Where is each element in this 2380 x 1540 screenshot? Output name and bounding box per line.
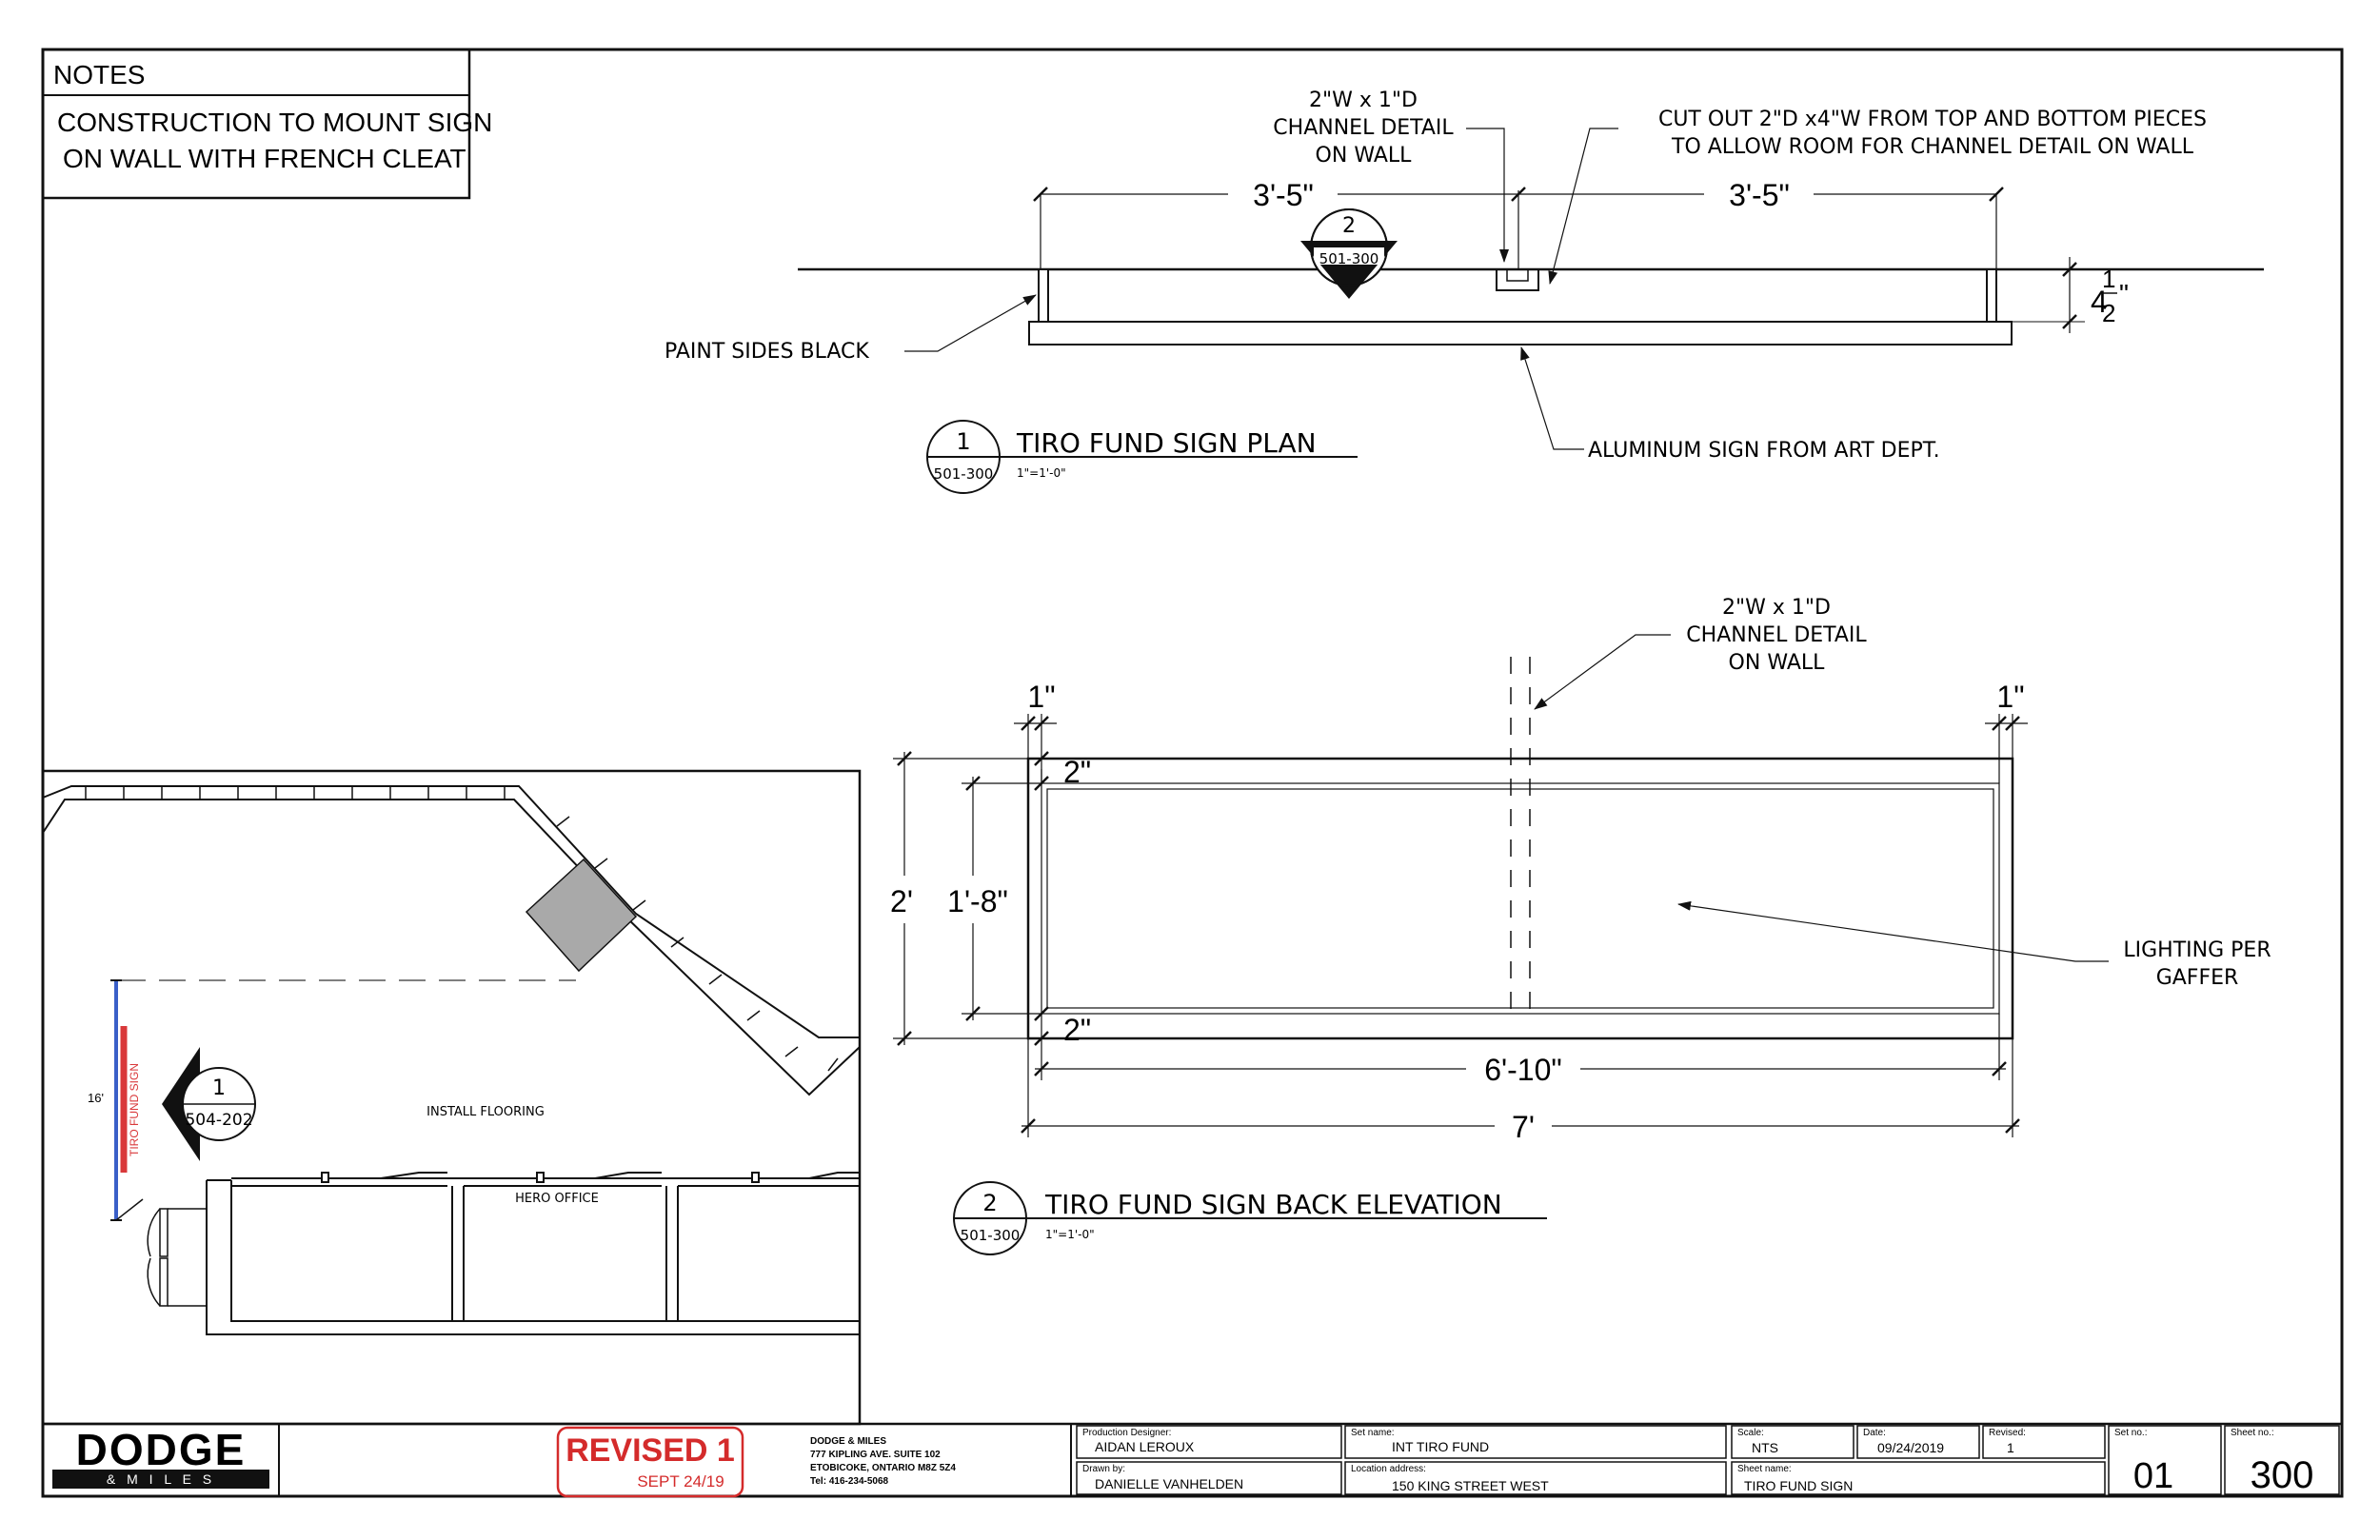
install-flooring-label: INSTALL FLOORING <box>426 1105 545 1119</box>
channel-cutout <box>1497 269 1538 290</box>
company-addr1: 777 KIPLING AVE. SUITE 102 <box>810 1450 941 1460</box>
lighting-l2: GAFFER <box>2155 966 2239 990</box>
revised-stamp-date: SEPT 24/19 <box>637 1472 724 1491</box>
grey-column <box>526 859 636 971</box>
dim-depth-den: 2 <box>2102 299 2116 327</box>
dim-depth-num: 1 <box>2102 265 2116 293</box>
plan-channel-l3: ON WALL <box>1315 144 1412 168</box>
date-label: Date: <box>1863 1428 1886 1438</box>
left-side-piece <box>1039 269 1048 322</box>
elev-channel-l2: CHANNEL DETAIL <box>1686 623 1867 647</box>
plan-title-text: TIRO FUND SIGN PLAN <box>1017 427 1317 459</box>
dim-height-1ft8: 1'-8" <box>947 884 1008 918</box>
notes-line-1: CONSTRUCTION TO MOUNT SIGN <box>57 108 493 137</box>
sign-outer-frame <box>1028 759 2013 1038</box>
drawn-by-label: Drawn by: <box>1082 1464 1126 1474</box>
sheet-name-value: TIRO FUND SIGN <box>1744 1478 1854 1493</box>
aluminum-note: ALUMINUM SIGN FROM ART DEPT. <box>1588 439 1940 463</box>
exterior-wall <box>43 786 860 1037</box>
sheet-no-value: 300 <box>2250 1454 2314 1496</box>
date-value: 09/24/2019 <box>1877 1440 1945 1455</box>
plan-title-num: 1 <box>956 428 971 455</box>
pd-label: Production Designer: <box>1082 1428 1172 1438</box>
elev-title-text: TIRO FUND SIGN BACK ELEVATION <box>1045 1189 1502 1220</box>
sign-plan-view <box>664 89 2264 493</box>
dim-1in-right: 1" <box>1996 680 2025 714</box>
set-no-value: 01 <box>2132 1456 2174 1496</box>
dim-2in-bottom: 2" <box>1063 1013 1092 1047</box>
scale-label: Scale: <box>1737 1428 1764 1438</box>
dim-width-6ft10: 6'-10" <box>1484 1053 1562 1087</box>
revised-value: 1 <box>2007 1440 2014 1455</box>
elevation-title <box>954 1182 1547 1254</box>
hero-office-label: HERO OFFICE <box>515 1192 599 1206</box>
elev-title-num: 2 <box>982 1190 998 1216</box>
floor-plan-inset <box>43 771 860 1424</box>
location-label: Location address: <box>1351 1464 1426 1474</box>
plan-channel-l2: CHANNEL DETAIL <box>1273 116 1454 140</box>
logo-top: DODGE <box>75 1425 247 1474</box>
title-block <box>43 1424 2342 1496</box>
right-side-piece <box>1987 269 1996 322</box>
plan-channel-l1: 2"W x 1"D <box>1309 89 1418 112</box>
elevation-marker <box>162 1047 255 1161</box>
sign-back-elevation <box>890 596 2271 1254</box>
plan-cutout-l1: CUT OUT 2"D x4"W FROM TOP AND BOTTOM PIECES <box>1657 108 2208 131</box>
section-marker-ref: 501-300 <box>1319 250 1379 267</box>
logo-bottom: & M I L E S <box>106 1471 216 1487</box>
dim-depth-whole: 4 <box>2091 285 2108 319</box>
set-no-label: Set no.: <box>2114 1428 2148 1438</box>
dim-depth-unit: " <box>2119 279 2129 308</box>
double-door <box>148 1209 207 1306</box>
company-tel: Tel: 416-234-5068 <box>810 1476 889 1487</box>
sheet-border <box>43 49 2342 1496</box>
lighting-l1: LIGHTING PER <box>2123 938 2271 962</box>
elev-title-ref: 501-300 <box>960 1227 1021 1244</box>
notes-box <box>43 49 492 198</box>
plan-title <box>927 421 1358 493</box>
dim-left-3ft5: 3'-5" <box>1253 178 1314 212</box>
section-marker-2 <box>1300 209 1398 299</box>
company-addr2: ETOBICOKE, ONTARIO M8Z 5Z4 <box>810 1463 956 1473</box>
location-value: 150 KING STREET WEST <box>1392 1478 1549 1493</box>
dim-width-7ft: 7' <box>1512 1110 1535 1144</box>
sign-label: TIRO FUND SIGN <box>128 1063 141 1156</box>
pd-value: AIDAN LEROUX <box>1095 1439 1195 1454</box>
elev-channel-l1: 2"W x 1"D <box>1722 596 1831 620</box>
revised-stamp <box>558 1428 743 1496</box>
dim-2in-top: 2" <box>1063 755 1092 789</box>
sign-length: 16' <box>88 1091 104 1105</box>
revised-label: Revised: <box>1989 1428 2026 1438</box>
scale-value: NTS <box>1752 1440 1778 1455</box>
revised-stamp-text: REVISED 1 <box>565 1432 735 1469</box>
plan-title-scale: 1"=1'-0" <box>1017 466 1066 480</box>
plan-title-ref: 501-300 <box>933 465 994 483</box>
sheet-no-label: Sheet no.: <box>2231 1428 2274 1438</box>
elevation-marker-ref: 504-202 <box>185 1111 253 1130</box>
elev-title-scale: 1"=1'-0" <box>1045 1228 1095 1241</box>
elevation-marker-num: 1 <box>212 1076 226 1100</box>
sheet-name-label: Sheet name: <box>1737 1464 1792 1474</box>
dim-right-3ft5: 3'-5" <box>1729 178 1790 212</box>
dodge-miles-logo <box>52 1425 269 1489</box>
set-name-value: INT TIRO FUND <box>1392 1439 1490 1454</box>
plan-cutout-l2: TO ALLOW ROOM FOR CHANNEL DETAIL ON WALL <box>1672 135 2193 159</box>
drawn-by-value: DANIELLE VANHELDEN <box>1095 1476 1244 1491</box>
set-name-label: Set name: <box>1351 1428 1395 1438</box>
company-name: DODGE & MILES <box>810 1436 887 1447</box>
sign-inner-frame <box>1041 783 1999 1014</box>
elev-channel-l3: ON WALL <box>1728 651 1825 675</box>
dim-1in-left: 1" <box>1027 680 1056 714</box>
paint-sides-note: PAINT SIDES BLACK <box>664 340 869 364</box>
section-marker-num: 2 <box>1342 214 1356 238</box>
aluminum-face <box>1029 322 2012 345</box>
notes-line-2: ON WALL WITH FRENCH CLEAT <box>63 144 466 173</box>
notes-header: NOTES <box>53 60 146 89</box>
dim-height-2ft: 2' <box>890 884 913 918</box>
